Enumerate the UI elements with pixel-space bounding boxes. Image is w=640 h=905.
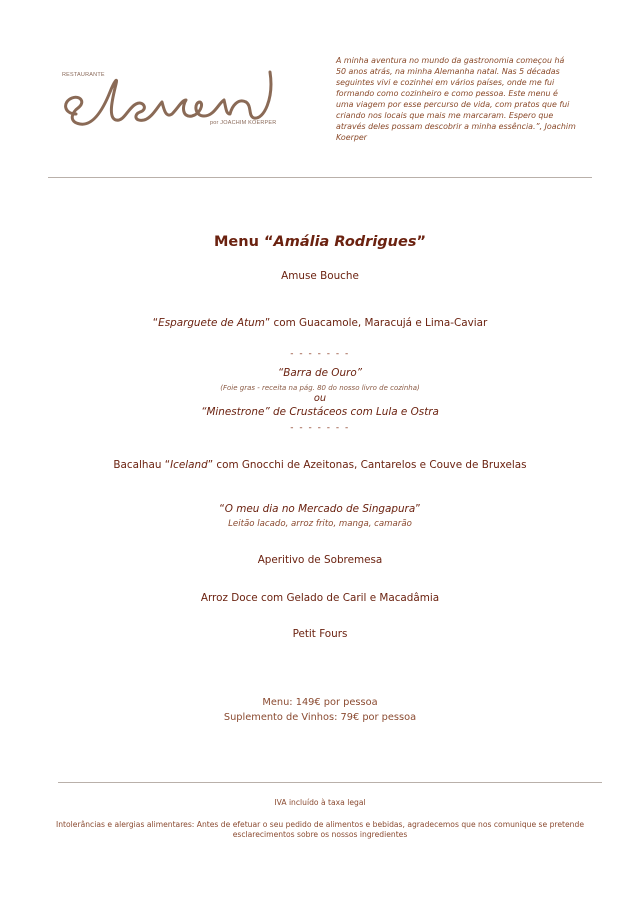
menu-title: Menu “Amália Rodrigues”	[214, 234, 426, 250]
course-dessert: Arroz Doce com Gelado de Caril e Macadâmia	[200, 592, 440, 604]
bottom-divider	[58, 782, 602, 783]
vat-notice: IVA incluído à taxa legal	[274, 798, 366, 807]
course-pre-dessert: Aperitivo de Sobremesa	[257, 554, 383, 566]
course-bacalhau: Bacalhau “Iceland” com Gnocchi de Azeitonas, Cantarelos e Couve de Bruxelas	[113, 459, 527, 471]
allergen-notice-line2: esclarecimentos sobre os nossos ingredientes	[232, 830, 408, 839]
choice-barra-de-ouro-note: (Foie gras - receita na pág. 80 do nosso livro de cozinha)	[220, 384, 420, 392]
chef-quote: A minha aventura no mundo da gastronomia começou há 50 anos atrás, na minha Alemanha natal. Nas 5 décadas seguintes vivi e cozinhei em vários países, onde me fui formando como cozinheiro e como pessoa. Este menu é uma viagem por esse percurso de vida, com pratos que fui criando nos locais que mais me marcaram. Espero que através deles possam descobrir a minha essência.”, Joachim Koerper	[336, 56, 576, 142]
allergen-notice-line1: Intolerâncias e alergias alimentares: Antes de efetuar o seu pedido de alimentos e bebidas, agradecemos que nos comunique se pretende	[56, 820, 584, 829]
course-singapura-description: Leitão lacado, arroz frito, manga, camarão	[228, 519, 412, 529]
menu-price: Menu: 149€ por pessoa	[262, 697, 378, 708]
menu-title-name: Amália Rodrigues	[273, 234, 417, 250]
logo-byline: por JOACHIM KOERPER	[210, 120, 277, 126]
course-petit-fours: Petit Fours	[292, 628, 348, 640]
choice-separator-top: - - - - - - -	[290, 349, 350, 359]
course-singapura: “O meu dia no Mercado de Singapura”	[219, 503, 421, 515]
logo-restaurante-label: RESTAURANTE	[62, 72, 105, 78]
top-divider	[48, 177, 592, 178]
choice-barra-de-ouro: “Barra de Ouro”	[277, 367, 363, 379]
choice-minestrone: “Minestrone” de Crustáceos com Lula e Ostra	[201, 406, 439, 418]
restaurant-logo	[58, 62, 288, 132]
choice-or-label: ou	[313, 393, 327, 404]
course-amuse-bouche: Amuse Bouche	[281, 270, 359, 282]
choice-separator-bottom: - - - - - - -	[290, 423, 350, 433]
wine-supplement-price: Suplemento de Vinhos: 79€ por pessoa	[223, 712, 417, 723]
course-esparguete: “Esparguete de Atum” com Guacamole, Maracujá e Lima-Caviar	[152, 317, 488, 329]
